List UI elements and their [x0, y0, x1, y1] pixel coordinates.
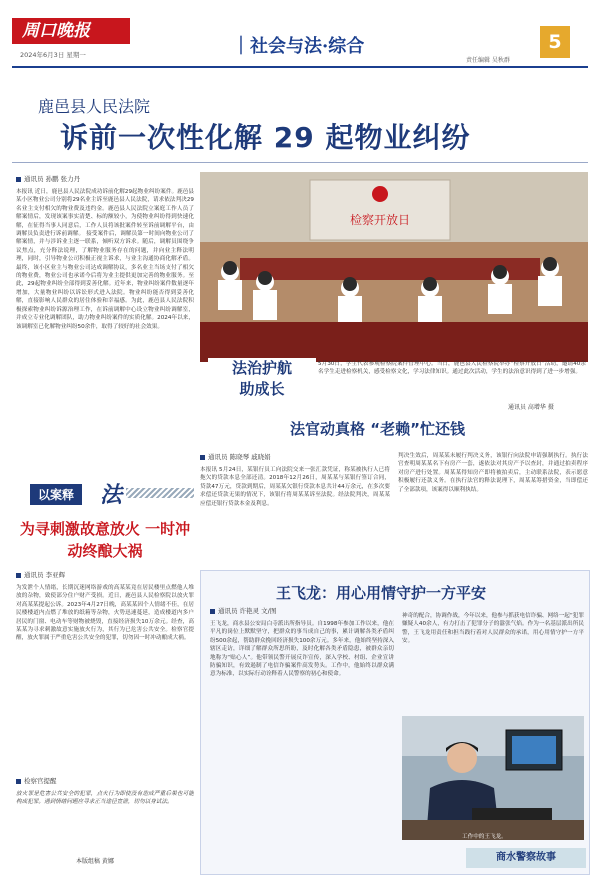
- photo1-title-line2: 助成长: [239, 380, 285, 398]
- feature-body-2: 神奇的配合，协调作战，今年以来，他参与抓获电信诈骗、网络一起“犯罪嫌疑人40余人，有力打击了犯罪分子的嚣张气焰。作为一名基层派出所民警，王飞龙用责任和担当践行着对人民群众的承诺，用心用情守护一方平安。: [402, 613, 584, 645]
- section-title-text: 社会与法·综合: [250, 36, 365, 57]
- procuratorate-open-day-photo: [200, 172, 588, 362]
- court-name: 鹿邑县人民法院: [38, 97, 151, 116]
- case-stripe: [126, 488, 194, 498]
- enforcement-byline: [200, 452, 271, 461]
- section-title: [232, 32, 364, 58]
- lead-byline: [16, 174, 80, 183]
- photo1-title: [208, 358, 316, 402]
- photo2-caption: 工作中的王飞龙。: [462, 834, 507, 840]
- police-officer-photo: [402, 716, 584, 840]
- photo1-banner: 检察开放日: [349, 213, 411, 227]
- paper-logo: 周口晚报: [12, 18, 130, 44]
- editor-info: 责任编辑 吴秋群: [466, 57, 510, 64]
- paper-date: 2024年6月3日 星期一: [20, 51, 86, 59]
- comment-label-text: 检察官提醒: [24, 777, 57, 785]
- case-headline: 为寻刺激故意放火 一时冲动终酿大祸: [19, 520, 191, 560]
- photo2-illustration: [402, 716, 584, 840]
- lead-byline-text: 通讯员 孙鹏 张力丹: [24, 175, 81, 183]
- comment-label: [16, 776, 57, 785]
- byline-marker: [16, 177, 21, 182]
- case-body: 为发泄个人情绪，长期沉迷网络游戏的高某某竟在居民楼里点燃他人堆放的杂物，致使部分住户财产受损。近日，鹿邑县人民检察院以放火罪对高某某提起公诉。2023年4月27日晚，高某某因个人情绪不佳，在居民楼楼道内点燃了堆放的纸箱等杂物，火势迅速蔓延，造成楼道内多户居民的门窗、电动车等财物被烧毁，直接经济损失10万余元。经查，高某某为寻求刺激故意实施放火行为，其行为已危害公共安全。检察官提醒，放火罪属于严重危害公共安全的犯罪，切勿因一时冲动酿成大祸。: [16, 585, 194, 642]
- byline-marker: [210, 609, 215, 614]
- case-tag-char: 法: [100, 482, 123, 508]
- headline-rule: [12, 162, 588, 163]
- column-tag: 商水警察故事: [466, 848, 586, 868]
- feature-byline-text: 通讯员 许艳灵 文/图: [218, 607, 277, 615]
- byline-marker: [16, 779, 21, 784]
- case-banner: [16, 480, 194, 506]
- comment-body: 放火罪是危害公共安全的犯罪，点火行为即使没有造成严重后果也可能构成犯罪。遇到情绪问题应寻求正当途径宣泄，切勿以身试法。: [16, 791, 194, 806]
- lead-body: 本报讯 近日，鹿邑县人民法院成功诉前化解29起物业纠纷案件。鹿邑县某小区物业公司分别将29名业主诉至鹿邑县人民法院，请求依法判决29名业主支付相欠的物业费及违约金。鹿邑县人民法院立案庭工作人员了解案情后，发现该案事实清楚、标的额较小，为使物业纠纷得到快速化解，在征得当事人同意后，工作人员将该批案件转至诉前调解平台，由调解员负责进行诉前调解。 接受案件后，调解员第一时间向物业公司了解案情，并与涉诉业主逐一联系，倾听双方诉求。随后，调解员围绕争议焦点，充分释法说理，了解物业服务存在的问题，并向业主释法明理，同时，引导物业公司积极正视主诉求，与业主沟通协商化解矛盾。最终，该小区业主与物业公司达成调解协议，多名业主当场支付了相欠的物业费，物业公司也承诺今后将为业主提供更加完善的物业服务。至此，29起物业纠纷全部得到妥善化解。近年来，物业纠纷案件数量逐年增加，大量物业纠纷以诉讼形式进入法院。物业纠纷能否得到妥善化解，直接影响人民群众的居住体验和幸福感。为此，鹿邑县人民法院积极探索物业纠纷诉源治理工作，在诉前调解中心设立物业纠纷调解室，并成立专业化调解团队，助力物业纠纷案件的实质化解。2024年以来，该调解室已化解物业纠纷50余件，取得了较好的社会效果。: [16, 189, 194, 330]
- byline-marker: [16, 573, 21, 578]
- byline-marker: [200, 455, 205, 460]
- photo1-title-line1: 法治护航: [231, 359, 292, 377]
- case-byline-text: 通讯员 李亚辉: [24, 571, 66, 579]
- photo1-illustration: [200, 172, 588, 362]
- lead-headline: 诉前一次性化解 29 起物业纠纷: [60, 121, 471, 154]
- enforcement-byline-text: 通讯员 陈晓琴 戚晓娟: [208, 453, 271, 461]
- feature-byline: [210, 606, 276, 615]
- enforcement-body-2: 判决生效后，周某某未履行判决义务，该银行向法院申请强制执行。执行法官查明周某某名下有房产一套，遂依法对其房产予以查封，并通过拍卖程序对房产进行处置。周某某得知房产即将被拍卖后，主动联系法院，表示愿意积极履行还款义务。在执行法官的释法说理下，周某某筹措资金，当即偿还了全部款项，该案得以顺利执结。: [398, 453, 588, 493]
- case-byline: [16, 570, 65, 579]
- feature-body-1: 王飞龙，商水县公安局白寺派出所指导员。自1998年参加工作以来，他在平凡的岗位上默默坚守，把群众的事当成自己的事，累计调解各类矛盾纠纷500余起，帮助群众挽回经济损失100余万元。多年来，他始终坚持深入辖区走访，详细了解群众所思所盼，及时化解各类矛盾隐患，被群众亲切地称为“贴心人”。他带领民警开展反诈宣传，深入学校、村组、企业宣讲防骗知识，有效遏制了电信诈骗案件高发势头。工作中，他始终以群众满意为标准，以实际行动诠释着人民警察的初心和使命。: [210, 621, 394, 678]
- page-editor: 本版组稿 黄娜: [76, 858, 114, 865]
- header-rule: [12, 66, 588, 68]
- photo1-caption: 5月30日，学生代表参观检察院案件管理中心。当日，鹿邑县人民检察院举办“检察开放日”活动，邀请40余名学生走进检察机关，感受检察文化，学习法律知识。通过此次活动，学生的法治意识得到了进一步增强。: [318, 361, 586, 376]
- enforcement-body-1: 本报讯 5月24日，某银行员工向法院交来一张汇款凭证，称某被执行人已将拖欠的贷款本息全部还清。2018年12月26日，周某某与某银行签订合同，贷款47万元，贷款到期后，周某某欠银行贷款本息共计44万余元，在多次要求偿还贷款无果的情况下，该银行将周某某诉至法院。经法院判决，周某某应偿还银行贷款本金及利息。: [200, 467, 390, 507]
- section-divider: ｜: [232, 36, 250, 57]
- enforcement-headline: 法官动真格 “老赖”忙还钱: [290, 420, 465, 438]
- photo1-credit: 通讯员 高增华 摄: [508, 404, 554, 411]
- page-number: 5: [540, 26, 570, 58]
- feature-headline: 王飞龙：用心用情守护一方平安: [276, 584, 487, 602]
- case-tag: 以案释: [30, 484, 82, 505]
